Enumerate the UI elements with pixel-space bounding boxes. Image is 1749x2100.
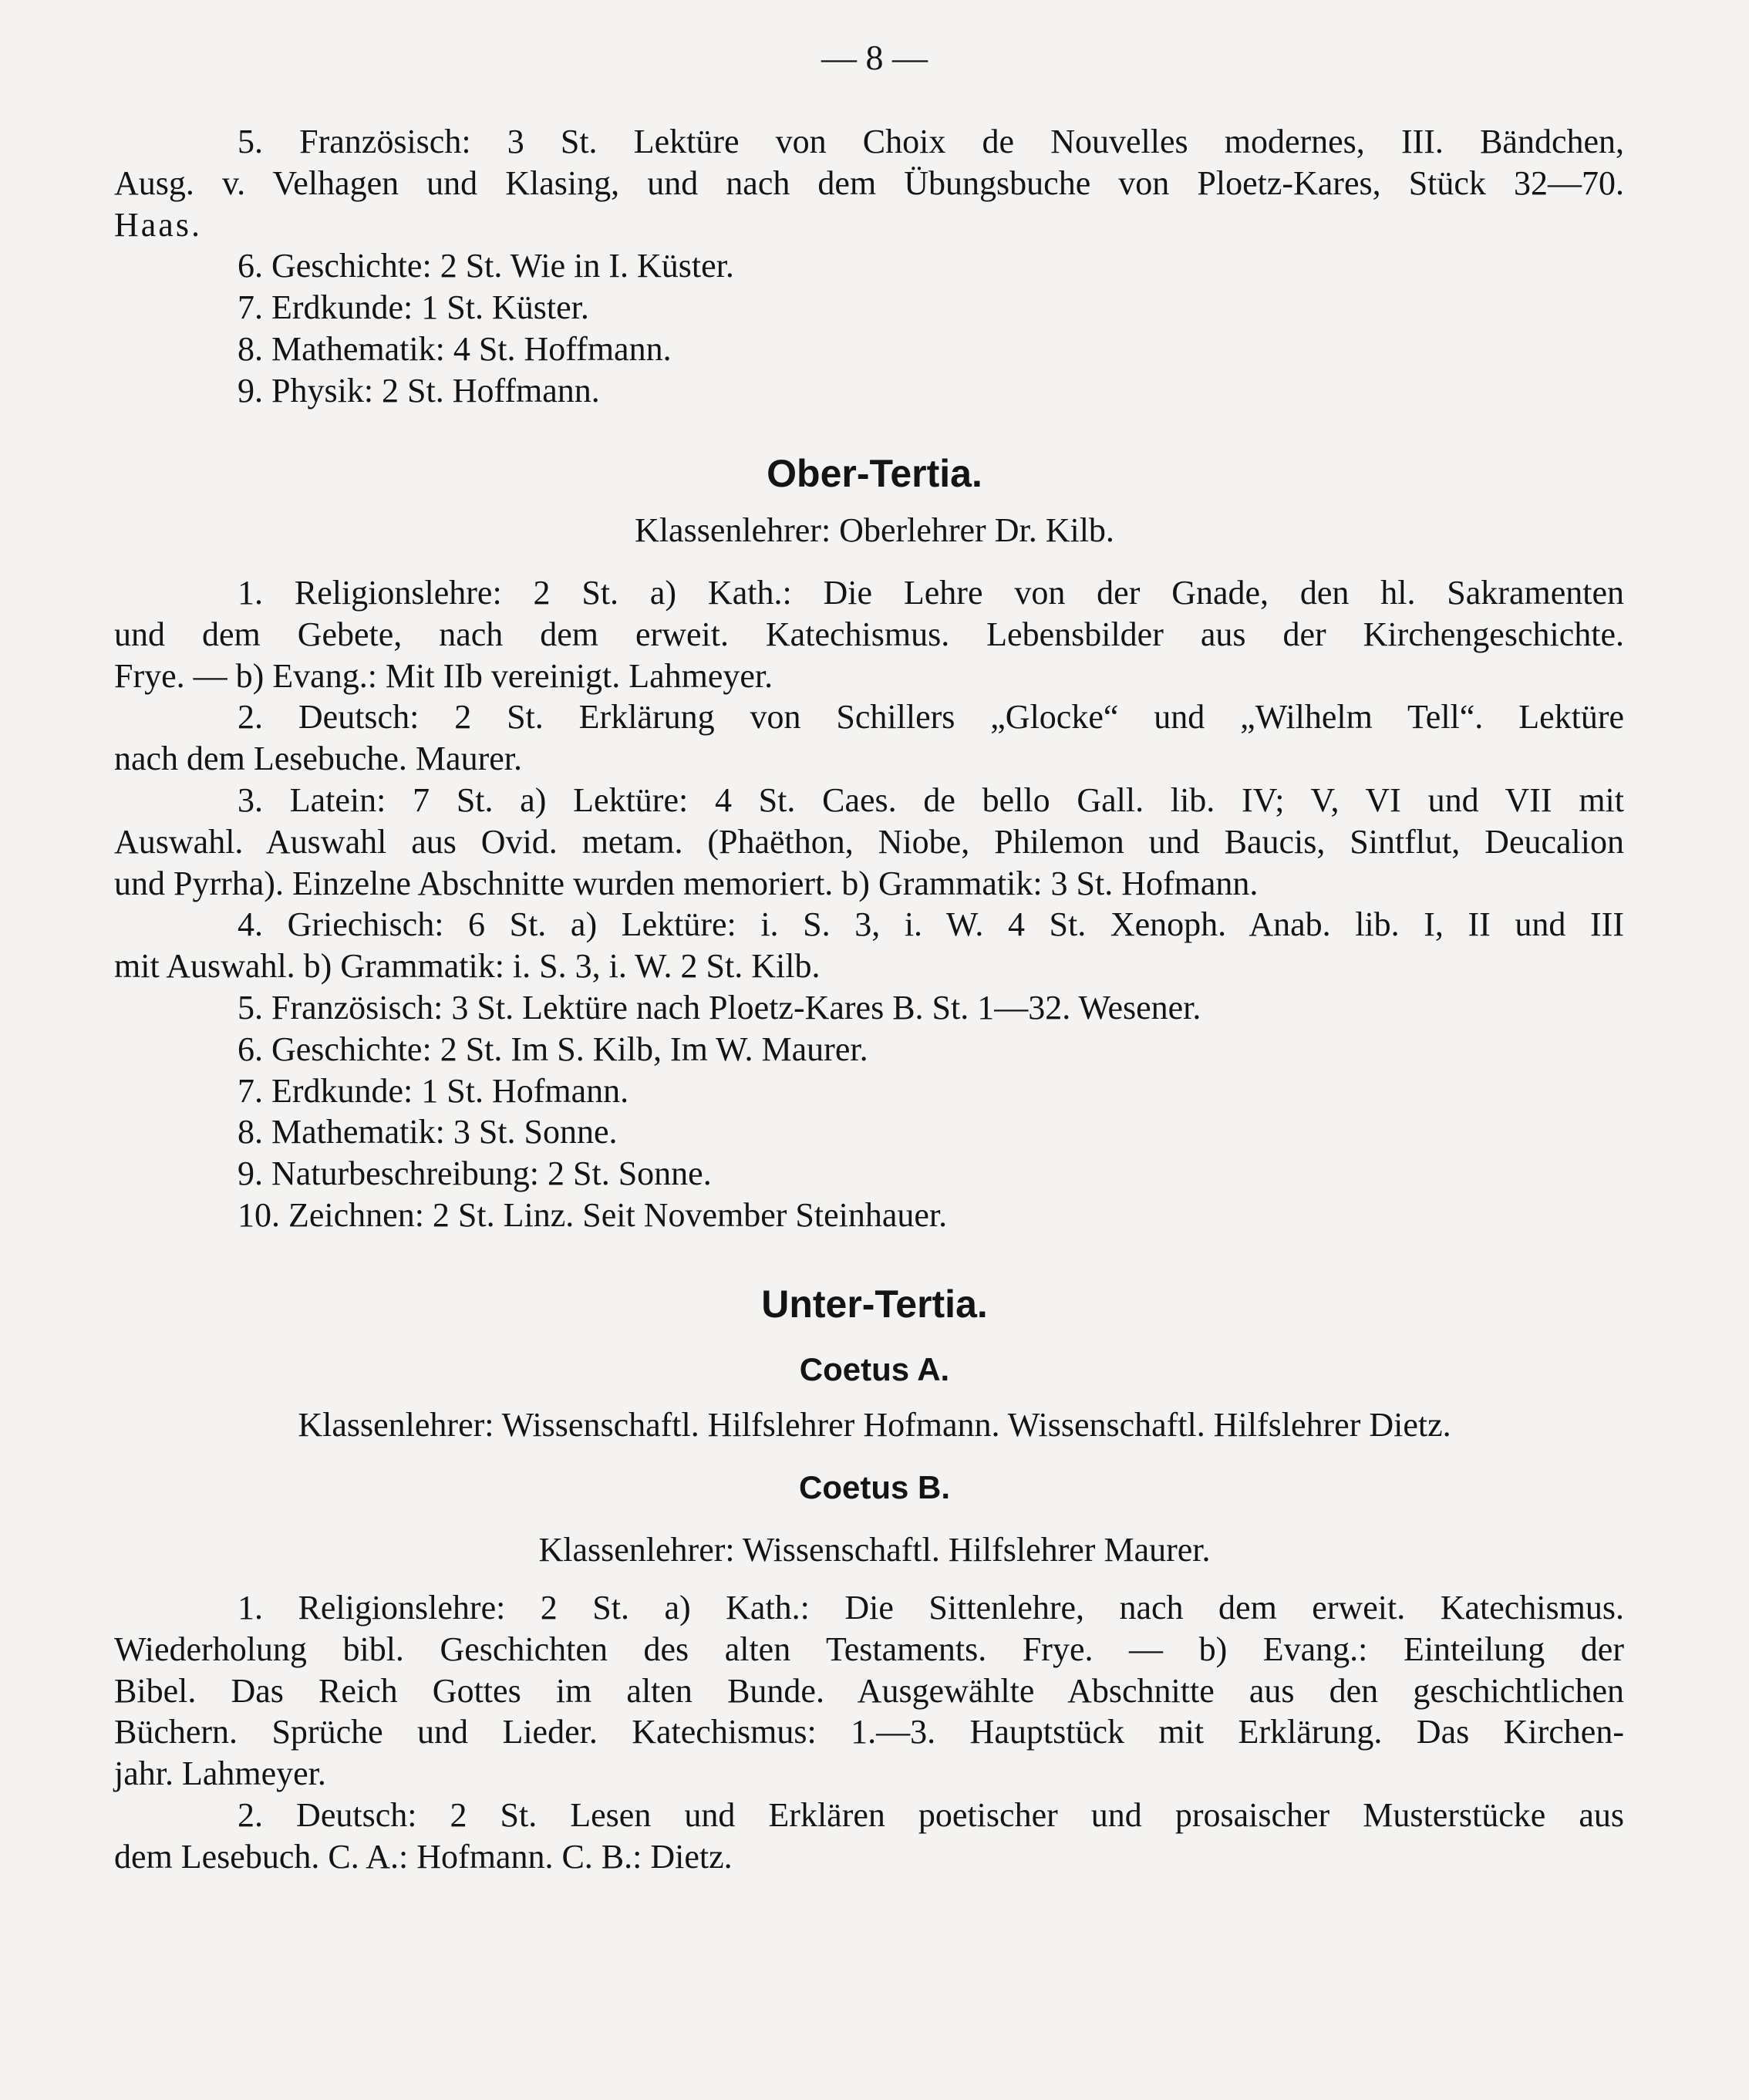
text-line: 2. Deutsch: 2 St. Erklärung von Schillers „Glocke“ und „Wilhelm Tell“. Lektüre [238, 698, 1624, 737]
text-line: 5. Französisch: 3 St. Lektüre nach Ploetz-Kares B. St. 1—32. Wesener. [238, 988, 1201, 1026]
text-line: Büchern. Sprüche und Lieder. Katechismus: 1.—3. Hauptstück mit Erklärung. Das Kirchen- [114, 1713, 1624, 1751]
heading-unter-tertia: Unter-Tertia. [761, 1283, 988, 1326]
class-teacher-coetus-a: Klassenlehrer: Wissenschaftl. Hilfslehrer Hofmann. Wissenschaftl. Hilfslehrer Dietz. [298, 1406, 1451, 1444]
section-unter-tertia [114, 1587, 1624, 1878]
text-line: 3. Latein: 7 St. a) Lektüre: 4 St. Caes. de bello Gall. lib. IV; V, VI und VII mit [238, 780, 1624, 819]
class-teacher-coetus-b: Klassenlehrer: Wissenschaftl. Hilfslehrer Maurer. [538, 1531, 1211, 1569]
text-line: Haas. [114, 205, 202, 244]
text-line: Bibel. Das Reich Gottes im alten Bunde. Ausgewählte Abschnitte aus den geschichtlichen [114, 1671, 1624, 1710]
text-line: 5. Französisch: 3 St. Lektüre von Choix de Nouvelles modernes, III. Bändchen, [238, 123, 1624, 160]
text-line: 6. Geschichte: 2 St. Wie in I. Küster. [238, 247, 734, 285]
text-line: 9. Physik: 2 St. Hoffmann. [238, 371, 600, 410]
page-number: — 8 — [821, 38, 928, 77]
text-line: 1. Religionslehre: 2 St. a) Kath.: Die Lehre von der Gnade, den hl. Sakramenten [238, 574, 1624, 612]
text-line: 7. Erdkunde: 1 St. Hofmann. [238, 1071, 629, 1110]
text-line: Wiederholung bibl. Geschichten des alten Testaments. Frye. — b) Evang.: Einteilung der [114, 1630, 1624, 1668]
heading-coetus-a: Coetus A. [799, 1351, 950, 1387]
text-line: 7. Erdkunde: 1 St. Küster. [238, 288, 589, 327]
text-line: 9. Naturbeschreibung: 2 St. Sonne. [238, 1154, 712, 1193]
text-line: dem Lesebuch. C. A.: Hofmann. C. B.: Dietz. [114, 1837, 733, 1876]
text-line: Ausg. v. Velhagen und Klasing, und nach dem Übungsbuche von Ploetz-Kares, Stück 32—70. [114, 163, 1624, 202]
heading-coetus-b: Coetus B. [798, 1469, 950, 1505]
text-line: 8. Mathematik: 4 St. Hoffmann. [238, 329, 672, 368]
class-teacher-ober-tertia: Klassenlehrer: Oberlehrer Dr. Kilb. [635, 511, 1114, 549]
text-line: jahr. Lahmeyer. [114, 1754, 326, 1793]
text-line: Auswahl. Auswahl aus Ovid. metam. (Phaëthon, Niobe, Philemon und Baucis, Sintflut, Deucalion [114, 822, 1624, 861]
text-line: 1. Religionslehre: 2 St. a) Kath.: Die Sittenlehre, nach dem erweit. Katechismus. [238, 1589, 1624, 1626]
text-line: 8. Mathematik: 3 St. Sonne. [238, 1113, 618, 1151]
text-line: 4. Griechisch: 6 St. a) Lektüre: i. S. 3, i. W. 4 St. Xenoph. Anab. lib. I, II und III [238, 905, 1624, 944]
heading-ober-tertia: Ober-Tertia. [767, 452, 982, 495]
text-line: nach dem Lesebuche. Maurer. [114, 740, 522, 778]
text-line: 6. Geschichte: 2 St. Im S. Kilb, Im W. Maurer. [238, 1030, 868, 1068]
text-line: mit Auswahl. b) Grammatik: i. S. 3, i. W. 2 St. Kilb. [114, 947, 821, 986]
section-continuation [114, 121, 1624, 412]
text-line: Frye. — b) Evang.: Mit IIb vereinigt. Lahmeyer. [114, 656, 773, 695]
text-line: 10. Zeichnen: 2 St. Linz. Seit November Steinhauer. [238, 1195, 948, 1234]
text-line: 2. Deutsch: 2 St. Lesen und Erklären poetischer und prosaischer Musterstücke aus [238, 1795, 1624, 1834]
text-line: und Pyrrha). Einzelne Abschnitte wurden memoriert. b) Grammatik: 3 St. Hofmann. [114, 864, 1259, 902]
section-ober-tertia [114, 572, 1624, 1236]
text-line: und dem Gebete, nach dem erweit. Katechismus. Lebensbilder aus der Kirchengeschichte. [114, 615, 1624, 653]
